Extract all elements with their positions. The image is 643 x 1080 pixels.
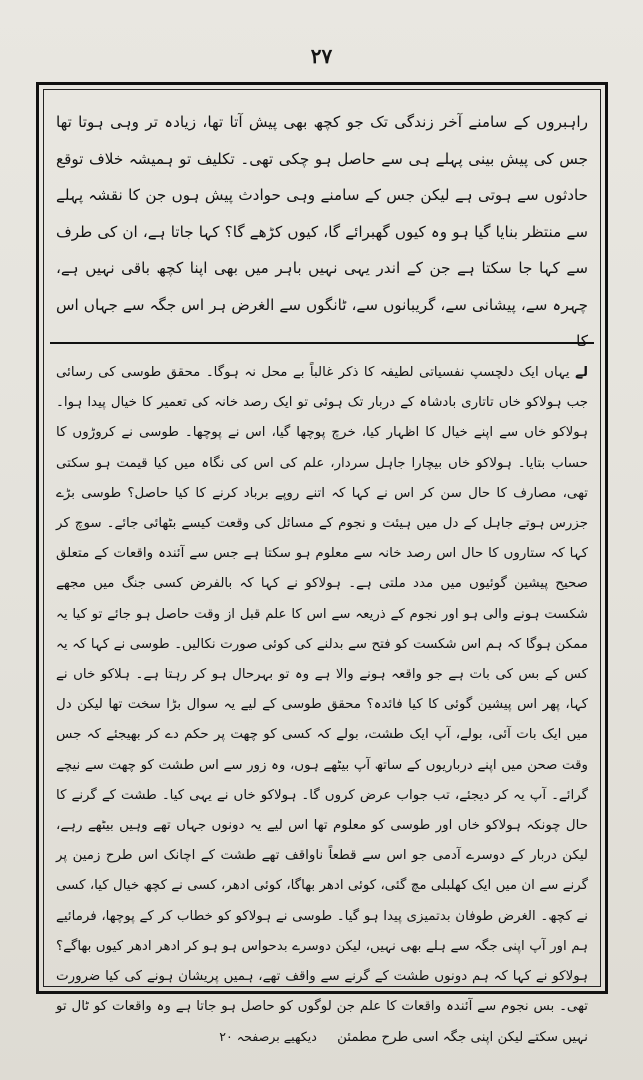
footnote-divider [50, 342, 594, 344]
page-number: ۲۷ [310, 44, 333, 68]
footnote-marker: لے [575, 365, 588, 380]
footnote [56, 358, 588, 1046]
text-frame-inner [43, 89, 601, 1046]
footnote-text: یہاں ایک دلچسپ نفسیاتی لطیفہ کا ذکر غالباً بے محل نہ ہوگا۔ محقق طوسی کی رسائی جب ہولاکو خاں تاتاری بادشاہ کے دربار تک ہوئی تو ایک رصد خانہ کی تعمیر کا خیال پیدا ہوا۔ ہولاکو خاں سے اپنے خیال کا اظہار کیا، خرچ پوچھا گیا، اس نے پوچھا۔ طوسی نے کروڑوں کا حساب بتایا۔ ہولاکو خاں بیچارا جاہل سردار، علم کی اس کی نگاہ میں کیا قیمت ہو سکتی تھی، مصارف کا حال سن کر اس نے کہا کہ اتنے روپے برباد کرنے کا کیا حاصل؟ طوسی بڑے جزرس ہوتے جاہل کے دل میں ہیئت و نجوم کے مسائل کی وقعت کیسے بٹھائی جائے۔ سوچ کر کہا کہ ستاروں کا حال اس رصد خانہ سے معلوم ہو سکتا ہے جس سے آئندہ واقعات کے متعلق صحیح پیشین گوئیوں میں مدد ملتی ہے۔ ہولاکو نے کہا کہ بالفرض کسی جنگ میں مجھے شکست ہونے والی ہو اور نجوم کے ذریعہ سے اس کا علم قبل از وقت حاصل ہو جائے تو کیا یہ ممکن ہوگا کہ ہم اس شکست کو فتح سے بدلنے کی کوئی صورت نکالیں۔ طوسی نے کہا کہ یہ کس کے بس کی بات ہے جو واقعہ ہونے والا ہے وہ تو بہرحال ہو کر رہتا ہے۔ ہلاکو خاں نے کہا، پھر اس پیشین گوئی کا کیا فائدہ؟ محقق طوسی کے لیے یہ سوال بڑا سخت تھا لیکن دل میں ایک بات آئی، بولے، آپ ایک طشت، بولے کہ کسی کو چھت پر حکم دے کر بھیجئے کہ جس وقت صحن میں اپنے درباریوں کے ساتھ آپ بیٹھے ہوں، وہ زور سے اس طشت کو چھت سے نیچے گرائے۔ آپ یہ کر دیجئے، تب جواب عرض کروں گا۔ ہولاکو خاں نے یہی کیا۔ طشت کے گرنے کا حال چونکہ ہولاکو خاں اور طوسی کو معلوم تھا اس لیے یہ دونوں جہاں تھے وہیں بیٹھے رہے، لیکن دربار کے دوسرے آدمی جو اس سے قطعاً ناواقف تھے طشت کے اچانک اس طرح زمین پر گرنے سے ان میں ایک کھلبلی مچ گئی، کوئی ادھر بھاگا، کوئی ادھر، کسی نے کچھ خیال کیا، کسی نے کچھ۔ الغرض طوفان بدتمیزی پیدا ہو گیا۔ طوسی نے ہولاکو کو خطاب کر کے پوچھا، فرمائیے ہم اور آپ اپنی جگہ سے ہلے بھی نہیں، لیکن دوسرے بدحواس ہو ہو کر ادھر ادھر کیوں بھاگے؟ ہولاکو نے کہا کہ ہم دونوں طشت کے گرنے سے واقف تھے، ہمیں پریشان ہونے کی کیا ضرورت تھی۔ بس نجوم سے آئندہ واقعات کا علم جن لوگوں کو حاصل ہو جاتا ہے وہ واقعات کو ٹال تو نہیں سکتے لیکن اپنی جگہ اسی طرح مطمئن [56, 365, 588, 1046]
main-text: راہبروں کے سامنے آخر زندگی تک جو کچھ بھی پیش آتا تھا، زیادہ تر وہی ہوتا تھا جس کی پیش بینی پہلے ہی سے حاصل ہو چکی تھی۔ تکلیف تو ہمیشہ خلاف توقع حادثوں سے ہوتی ہے لیکن جس کے سامنے وہی حوادث پیش ہوں جن کا نقشہ پہلے سے منتظر بنایا گیا ہو وہ کیوں گھبرائے گا، کیوں کڑھے گا؟ کہا جاتا ہے، ان کی طرف سے کہا جا سکتا ہے جن کے اندر یہی نہیں باہر میں بھی اپنا کچھ باقی نہیں ہے، چہرہ سے، پیشانی سے، گریبانوں سے، ٹانگوں سے الغرض ہر اس جگہ سے جہاں اس کا [56, 113, 588, 350]
footnote-continuation: دیکھیے برصفحہ ۲۰ [219, 1029, 317, 1045]
text-frame [36, 82, 608, 1046]
